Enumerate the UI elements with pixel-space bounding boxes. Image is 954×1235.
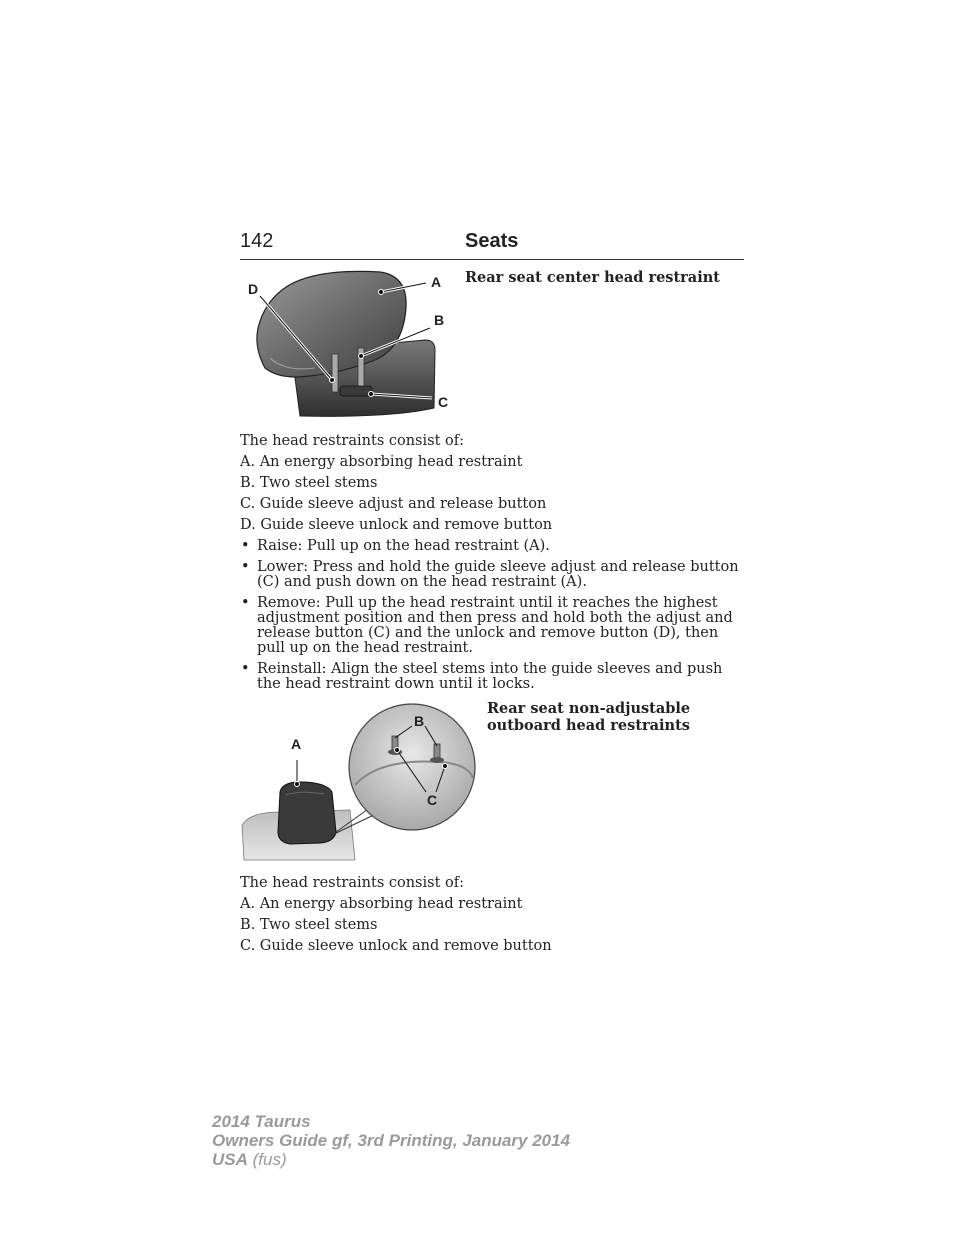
list-item: C. Guide sleeve adjust and release button [240,496,547,512]
page-number: 142 [240,230,274,252]
instruction-bullets [240,539,744,692]
list-item: B. Two steel stems [240,475,378,491]
footer-market: USA [212,1150,248,1169]
list-item: C. Guide sleeve unlock and remove button [240,938,552,954]
section-heading-outboard-restraints [487,700,744,734]
callout-a: A [431,274,442,290]
footer-model: 2014 Taurus [212,1112,311,1131]
page-title: Seats [465,230,519,252]
bullet-raise: • Raise: Pull up on the head restraint (A). [240,539,744,554]
footer-code: (fus) [252,1150,287,1169]
callout-c: C [427,792,438,808]
bullet-lower: • Lower: Press and hold the guide sleeve adjust and release button (C) and push down on the head restraint (A). [240,560,744,590]
callout-c: C [438,394,449,410]
intro-text: The head restraints consist of: [240,875,464,891]
outboard-restraint-body [240,876,744,960]
bullet-remove: • Remove: Pull up the head restraint until it reaches the highest adjustment position and then press and hold both the adjust and release button (C) and the unlock and remove button (D), then pull up on the head restraint. [240,596,744,656]
list-item: D. Guide sleeve unlock and remove button [240,517,553,533]
header-rule [240,259,744,260]
bullet-reinstall: • Reinstall: Align the steel stems into the guide sleeves and push the head restraint down until it locks. [240,662,744,692]
heading-line: Rear seat non-adjustable [487,700,691,717]
section-heading-center-restraint: Rear seat center head restraint [465,269,720,286]
page-footer [212,1112,570,1169]
heading-line: outboard head restraints [487,717,690,734]
callout-b: B [414,713,425,729]
list-item: A. An energy absorbing head restraint [240,454,523,470]
callout-b: B [434,312,445,328]
intro-text: The head restraints consist of: [240,433,464,449]
outboard-head-restraint-illustration [240,700,480,865]
list-item: A. An energy absorbing head restraint [240,896,523,912]
footer-printing: Owners Guide gf, 3rd Printing, January 2014 [212,1131,571,1150]
callout-a: A [291,736,302,752]
center-restraint-body [240,434,744,698]
list-item: B. Two steel stems [240,917,378,933]
callout-d: D [248,281,259,297]
center-head-restraint-illustration [240,268,455,420]
